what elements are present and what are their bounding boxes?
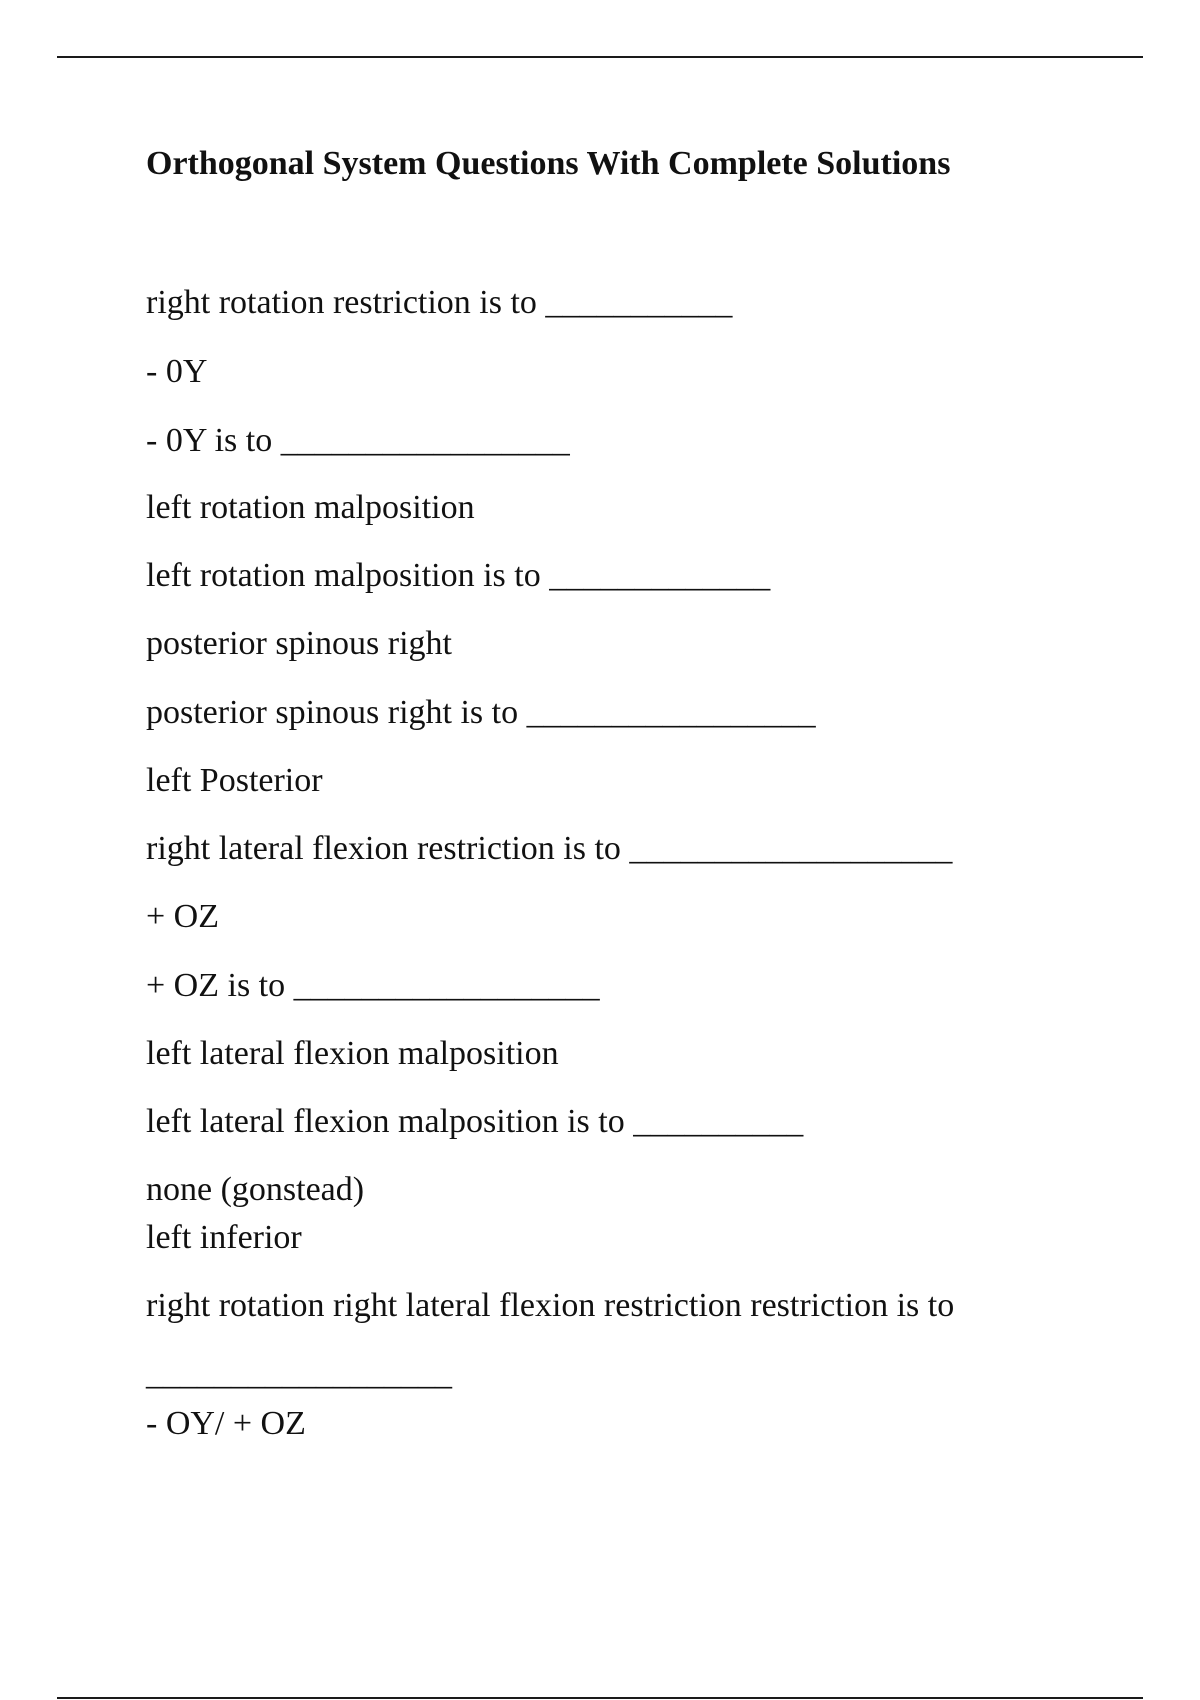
question-3: left rotation malposition is to _____________ [146, 557, 771, 594]
answer-4: left Posterior [146, 762, 323, 799]
question-8: right rotation right lateral flexion restriction restriction is to [146, 1287, 955, 1324]
answer-7-line-2: left inferior [146, 1219, 302, 1256]
answer-6: left lateral flexion malposition [146, 1035, 559, 1072]
question-7: left lateral flexion malposition is to __________ [146, 1103, 804, 1140]
question-1: right rotation restriction is to ___________ [146, 284, 733, 321]
answer-8: - OY/ + OZ [146, 1405, 306, 1442]
answer-3: posterior spinous right [146, 625, 452, 662]
answer-7-line-1: none (gonstead) [146, 1171, 365, 1208]
question-4: posterior spinous right is to _________________ [146, 694, 816, 731]
header-rule [57, 56, 1143, 58]
question-5: right lateral flexion restriction is to ___________________ [146, 830, 953, 867]
question-6: + OZ is to __________________ [146, 967, 600, 1004]
question-8-blank: __________________ [146, 1355, 452, 1392]
footer-rule [57, 1697, 1143, 1699]
answer-2: left rotation malposition [146, 489, 475, 526]
document-title: Orthogonal System Questions With Complete Solutions [146, 145, 951, 182]
answer-5: + OZ [146, 898, 219, 935]
question-2: - 0Y is to _________________ [146, 422, 570, 459]
answer-1: - 0Y [146, 353, 208, 390]
